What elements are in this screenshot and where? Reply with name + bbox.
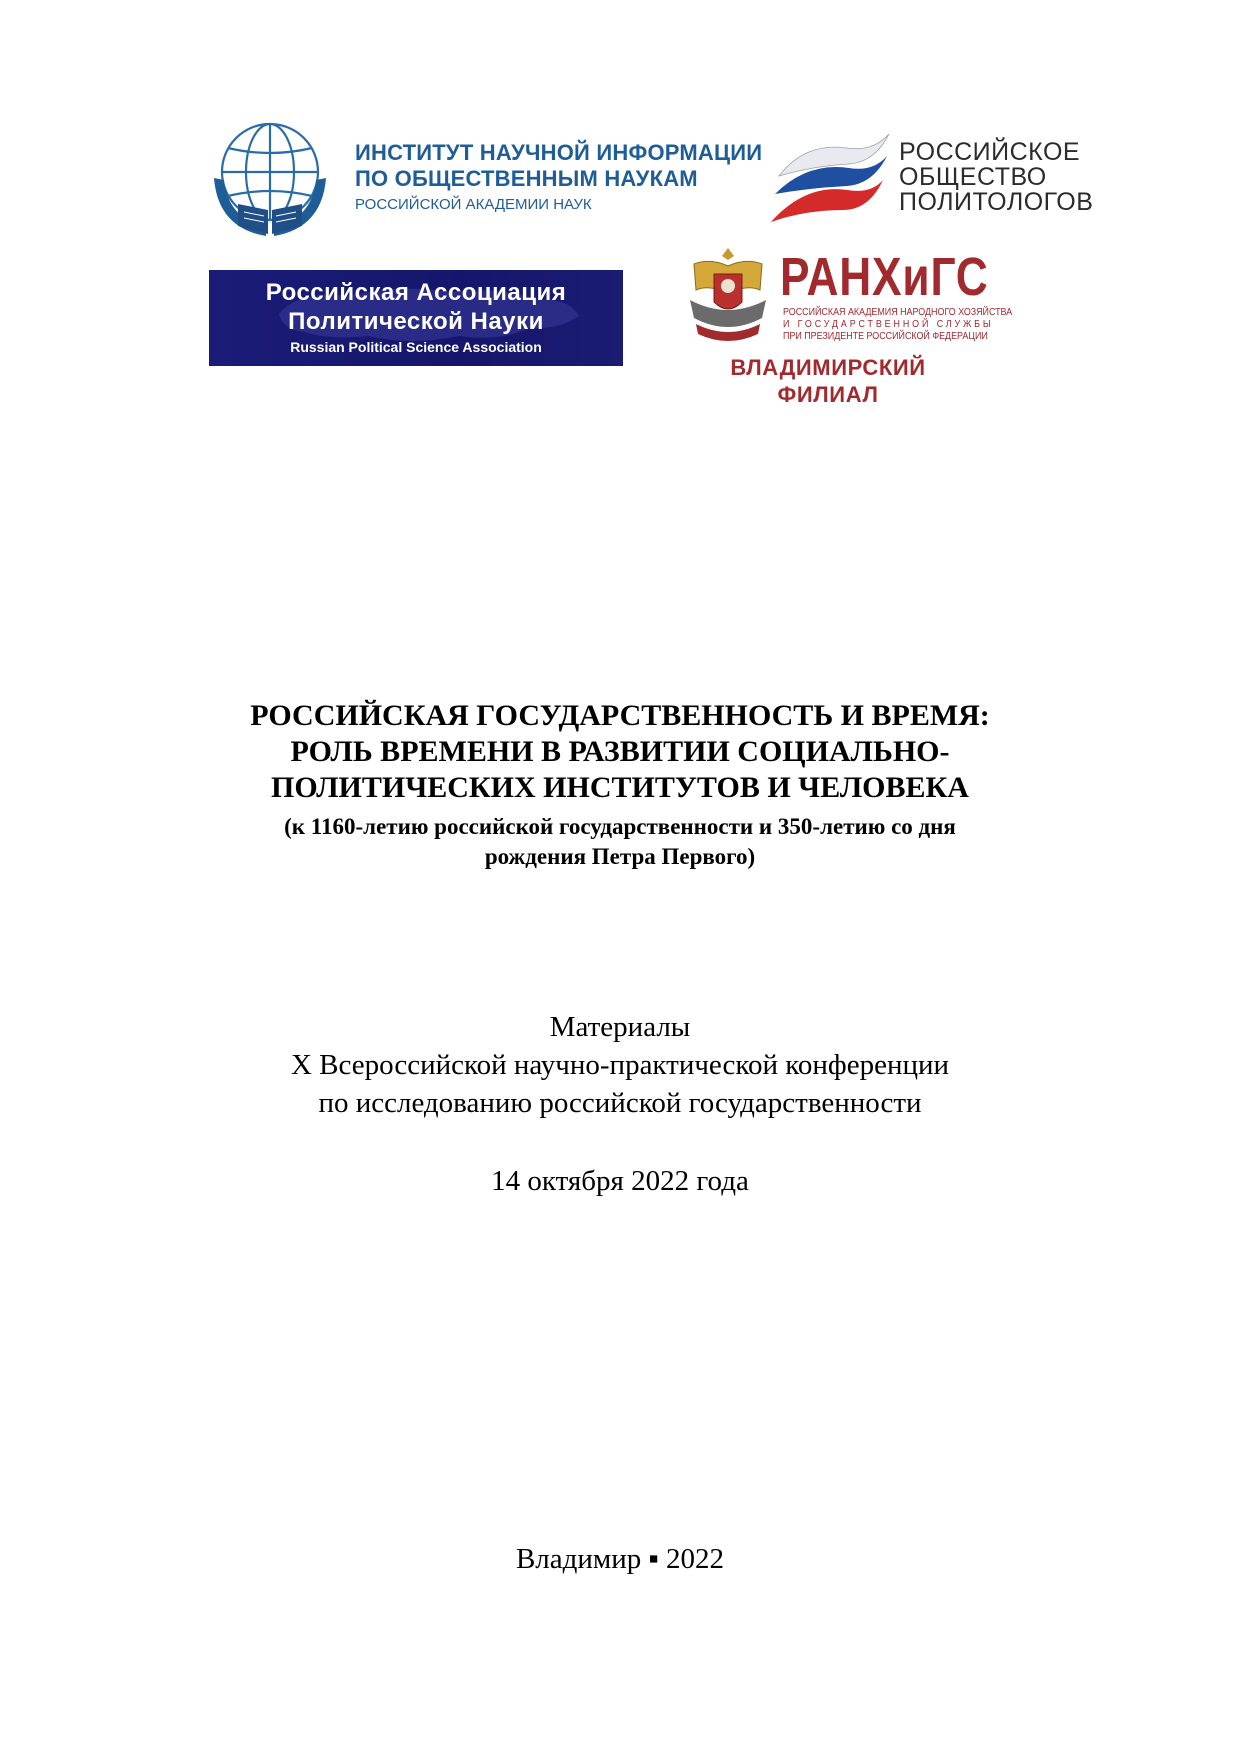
rapn-logo: [209, 270, 623, 366]
rapn-name-line-1: Российская Ассоциация: [265, 279, 567, 306]
globe-book-icon: [210, 118, 334, 242]
subtitle-line-1: (к 1160-летию российской государственности и 350-летию со дня: [284, 814, 956, 839]
materials-line-1: Материалы: [549, 1011, 691, 1043]
ranepa-subtitle-line-3: ПРИ ПРЕЗИДЕНТЕ РОССИЙСКОЙ ФЕДЕРАЦИИ: [783, 330, 988, 342]
conference-date: 14 октября 2022 года: [491, 1165, 749, 1197]
ranepa-subtitle-line-2: И ГОСУДАРСТВЕННОЙ СЛУЖБЫ: [783, 318, 994, 330]
document-title: [120, 698, 1120, 806]
rosp-logo: [765, 128, 1095, 228]
inion-name-line-3: РОССИЙСКОЙ АКАДЕМИИ НАУК: [355, 196, 592, 213]
rosp-name-line-3: ПОЛИТОЛОГОВ: [899, 188, 1094, 216]
publication-place-year: Владимир ▪ 2022: [515, 1543, 725, 1575]
document-subtitle: [120, 812, 1120, 872]
rapn-name-line-2: Политической Науки: [288, 308, 544, 335]
ranepa-subtitle-line-1: РОССИЙСКАЯ АКАДЕМИЯ НАРОДНОГО ХОЗЯЙСТВА: [783, 306, 1013, 318]
conference-description: [120, 1008, 1120, 1122]
inion-logo: [210, 118, 763, 242]
title-line-1: РОССИЙСКАЯ ГОСУДАРСТВЕННОСТЬ И ВРЕМЯ:: [250, 699, 990, 732]
ranepa-logo: [680, 244, 1050, 414]
rosp-name-line-2: ОБЩЕСТВО: [899, 163, 1047, 191]
materials-line-2: X Всероссийской научно-практической конференции: [290, 1049, 950, 1081]
ranepa-emblem-icon: [680, 244, 776, 348]
inion-name-line-1: ИНСТИТУТ НАУЧНОЙ ИНФОРМАЦИИ: [355, 140, 763, 165]
ranepa-title: РАНХиГС: [780, 247, 989, 307]
ranepa-branch-line-2: ФИЛИАЛ: [777, 382, 879, 407]
title-line-2: РОЛЬ ВРЕМЕНИ В РАЗВИТИИ СОЦИАЛЬНО-: [290, 735, 950, 768]
rapn-name-english: Russian Political Science Association: [290, 339, 542, 355]
rosp-name-line-1: РОССИЙСКОЕ: [899, 138, 1081, 166]
ranepa-branch: [708, 354, 948, 408]
subtitle-line-2: рождения Петра Первого): [484, 844, 756, 869]
flag-wave-icon: [765, 128, 895, 228]
title-line-3: ПОЛИТИЧЕСКИХ ИНСТИТУТОВ И ЧЕЛОВЕКА: [271, 771, 969, 804]
ranepa-branch-line-1: ВЛАДИМИРСКИЙ: [730, 355, 926, 380]
materials-line-3: по исследованию российской государственности: [318, 1087, 922, 1119]
inion-name-line-2: ПО ОБЩЕСТВЕННЫМ НАУКАМ: [355, 166, 698, 191]
